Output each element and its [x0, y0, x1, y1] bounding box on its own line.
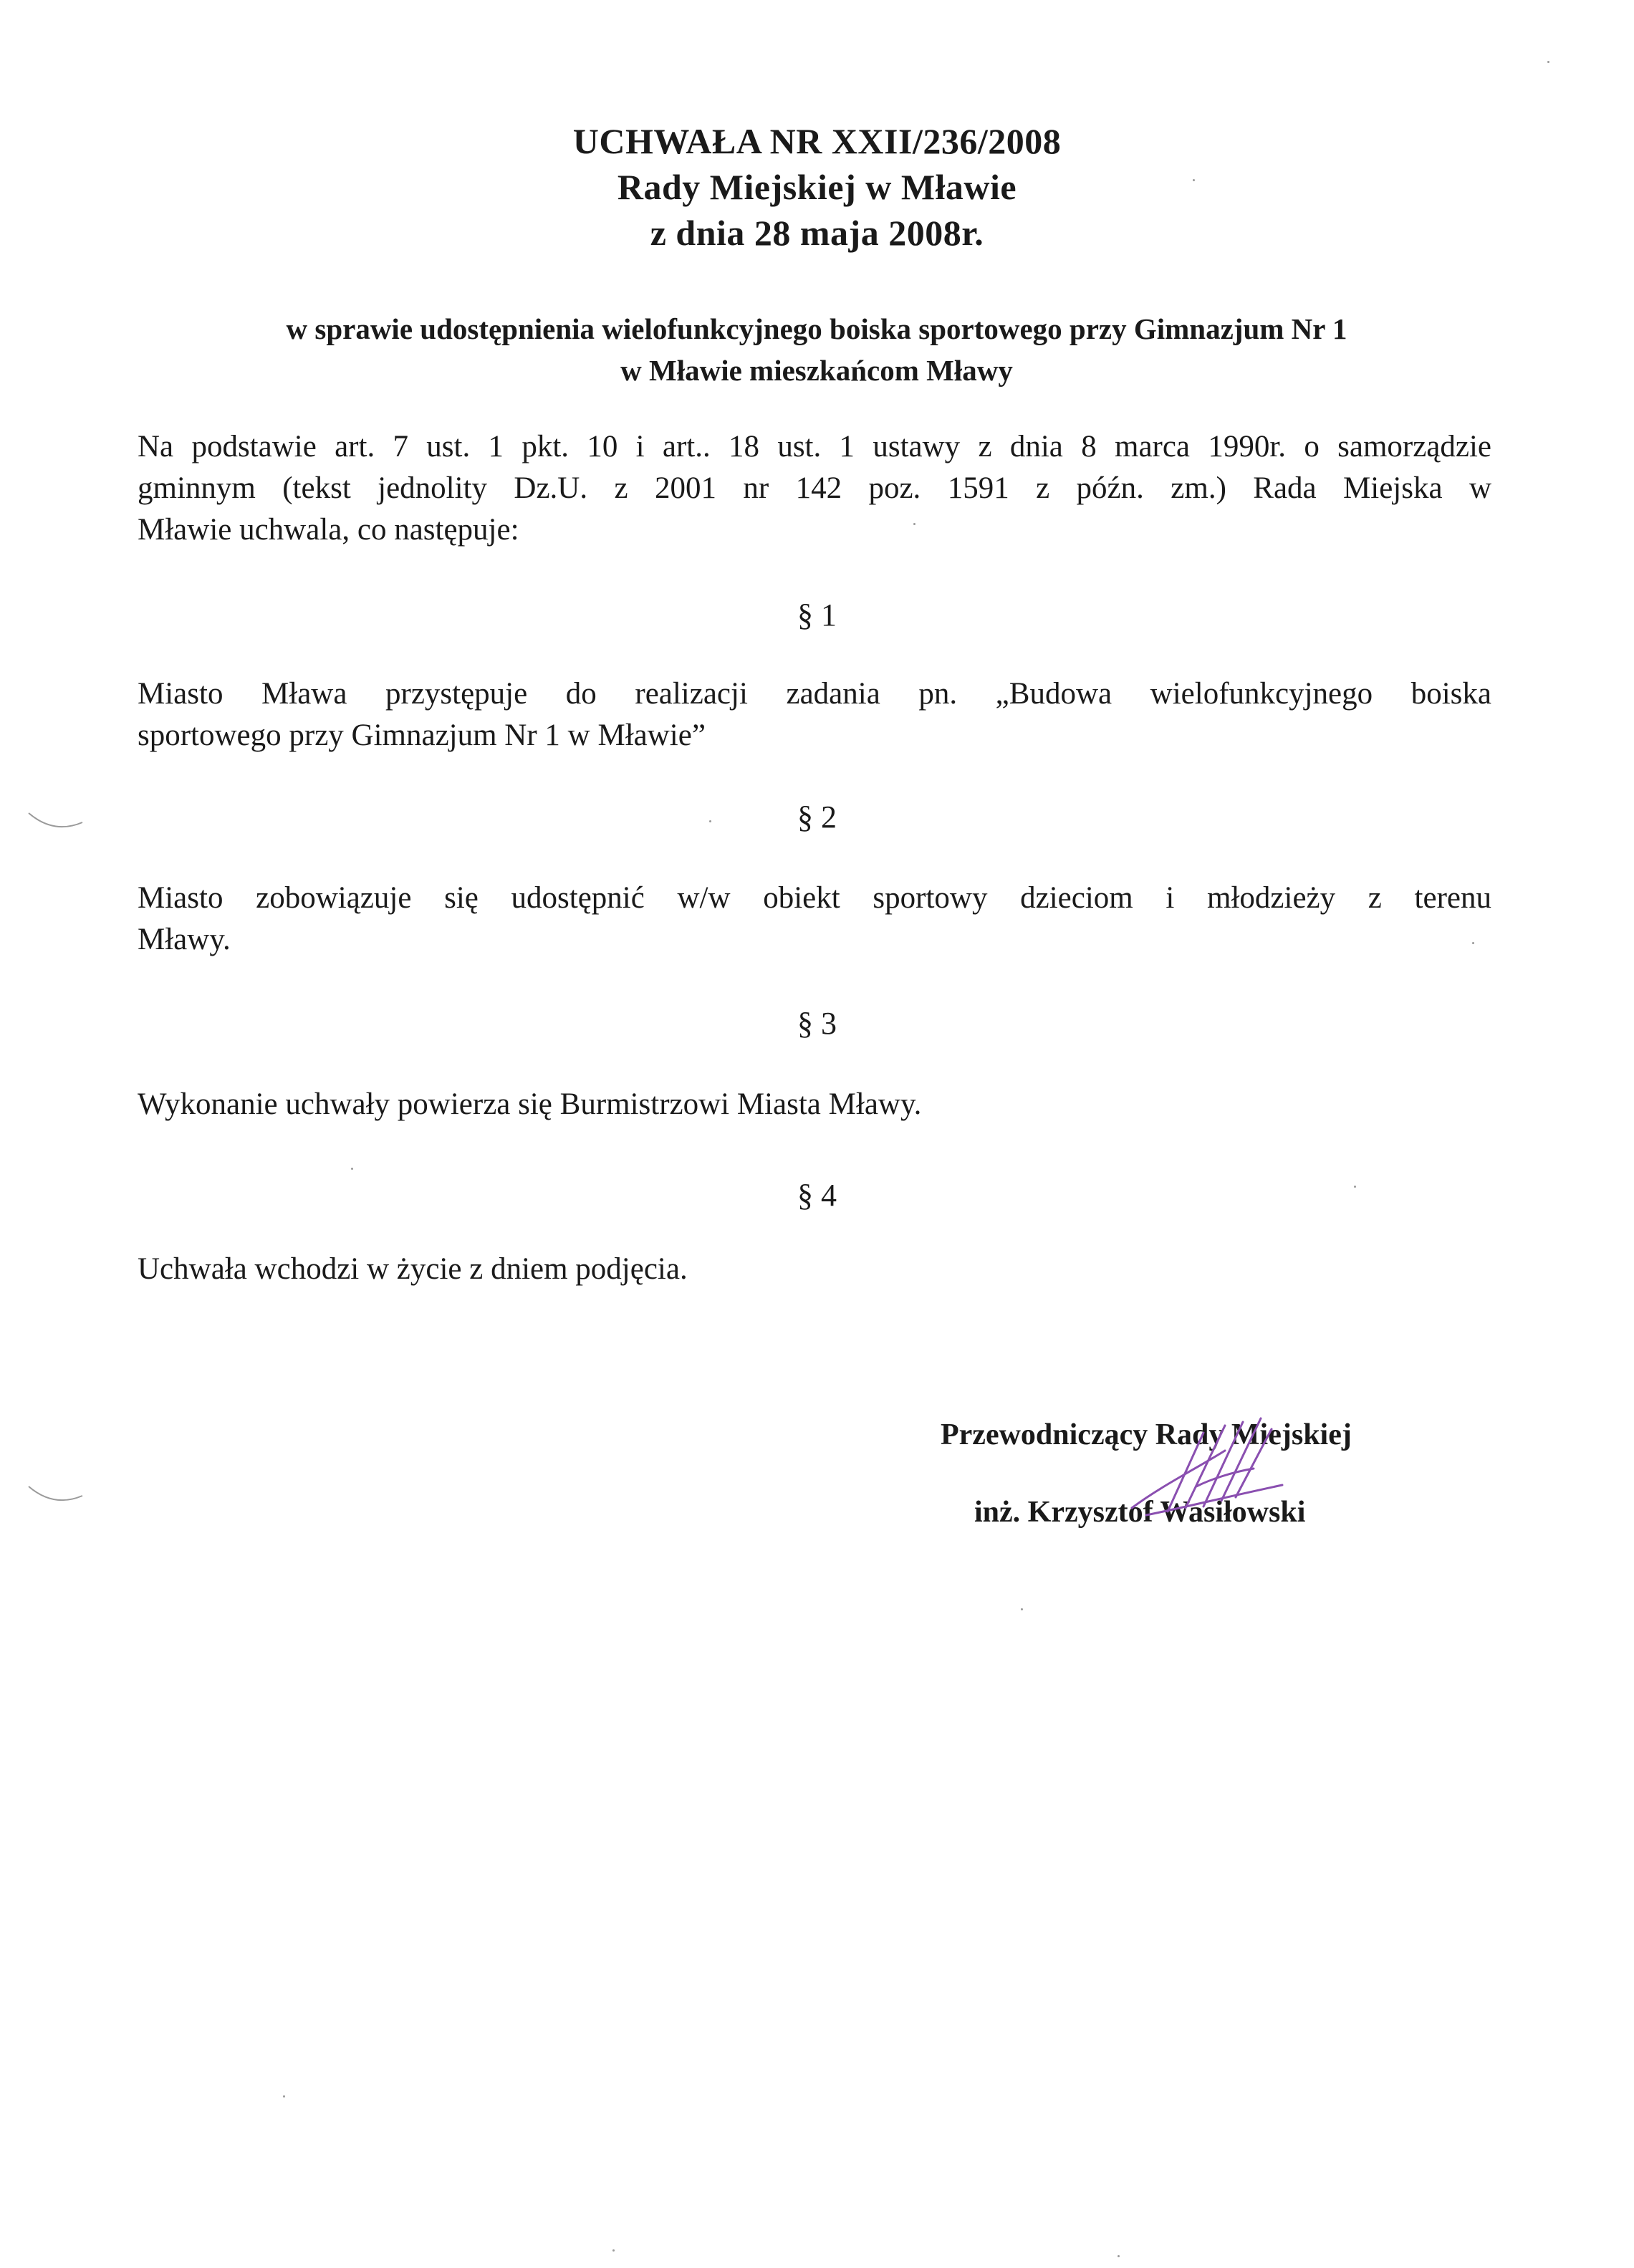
scan-speck: [1354, 1186, 1356, 1188]
scan-speck: [1472, 942, 1474, 944]
punch-hole-mark-icon: [25, 1483, 90, 1512]
scan-speck: [1021, 1608, 1023, 1610]
signatory-name: inż. Krzysztof Wasiłowski: [974, 1496, 1306, 1529]
preamble-line: Mławie uchwala, co następuje:: [138, 513, 519, 547]
council-name: Rady Miejskiej w Mławie: [617, 167, 1017, 207]
resolution-date: z dnia 28 maja 2008r.: [650, 213, 984, 253]
scan-speck: [709, 820, 711, 822]
handwritten-signature-icon: [1118, 1400, 1304, 1544]
preamble-paragraph: [138, 426, 1491, 551]
section-line: Miasto Mława przystępuje do realizacji zadania pn. „Budowa wielofunkcyjnego boiska: [138, 677, 1491, 711]
resolution-number: UCHWAŁA NR XXII/236/2008: [572, 121, 1062, 161]
section-mark-2: § 2: [797, 799, 837, 835]
section-line: Wykonanie uchwały powierza się Burmistrzowi Miasta Mławy.: [138, 1087, 922, 1121]
scan-speck: [913, 523, 915, 525]
section-line: Miasto zobowiązuje się udostępnić w/w obiekt sportowy dzieciom i młodzieży z terenu: [138, 881, 1491, 915]
preamble-line: gminnym (tekst jednolity Dz.U. z 2001 nr 142 poz. 1591 z późn. zm.) Rada Miejska w: [138, 471, 1491, 505]
section-1-text: [138, 673, 1491, 756]
document-header: [0, 118, 1634, 256]
section-2-text: [138, 878, 1491, 961]
section-4-text: [138, 1249, 1491, 1290]
section-line: Mławy.: [138, 923, 231, 956]
scan-speck: [612, 2249, 615, 2252]
section-3-text: [138, 1084, 1491, 1125]
section-mark-3: § 3: [797, 1006, 837, 1041]
section-mark-4: § 4: [797, 1178, 837, 1213]
signatory-title: Przewodniczący Rady Miejskiej: [941, 1418, 1352, 1451]
scan-speck: [1193, 179, 1195, 181]
section-mark-1: § 1: [797, 597, 837, 633]
scan-speck: [1547, 61, 1549, 63]
punch-hole-mark-icon: [25, 809, 90, 838]
subject-line: w Mławie mieszkańcom Mławy: [620, 354, 1013, 387]
scan-speck: [1118, 2255, 1120, 2257]
subject-line: w sprawie udostępnienia wielofunkcyjnego boiska sportowego przy Gimnazjum Nr 1: [286, 312, 1347, 345]
section-line: Uchwała wchodzi w życie z dniem podjęcia.: [138, 1252, 688, 1286]
preamble-line: Na podstawie art. 7 ust. 1 pkt. 10 i art.. 18 ust. 1 ustawy z dnia 8 marca 1990r. o samorządzie: [138, 430, 1491, 463]
scan-speck: [351, 1168, 353, 1170]
scan-speck: [283, 2095, 285, 2098]
section-line: sportowego przy Gimnazjum Nr 1 w Mławie”: [138, 719, 706, 752]
resolution-subject: [136, 308, 1497, 391]
